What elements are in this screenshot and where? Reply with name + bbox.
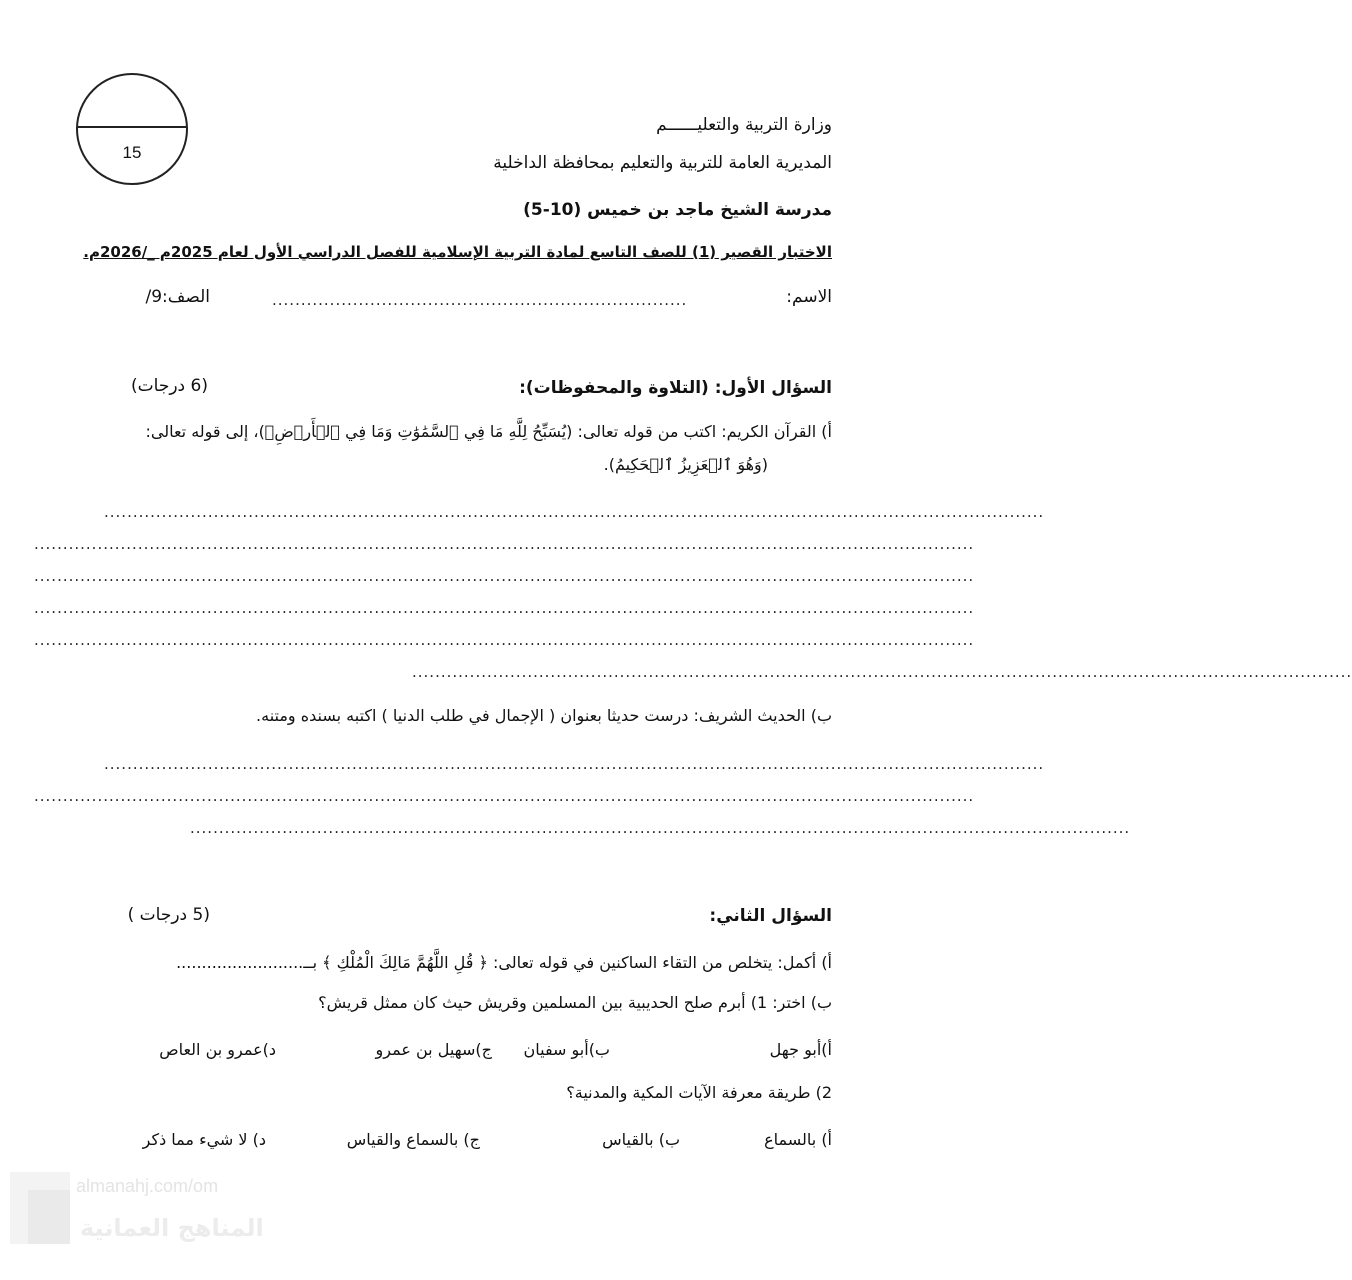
q1-part-a-line1: أ) القرآن الكريم: اكتب من قوله تعالى: (يُسَبِّحُ لِلَّهِ مَا فِي ٱلسَّمَٰوَٰتِ وَمَا فِي ٱلۡأَرۡضِۖ)، إلى قوله تعالى: [145,422,832,441]
grade-score: 15 [122,143,142,162]
q2-q2-option-c[interactable]: ج) بالسماع والقياس [346,1130,480,1149]
exam-title: الاختبار القصير (1) للصف التاسع لمادة التربية الإسلامية للفصل الدراسي الأول لعام 2025م _/2026م. [83,243,832,261]
answer-line[interactable]: ................................................................................................................................................................... [34,631,975,649]
q2-part-a: أ) أكمل: يتخلص من التقاء الساكنين في قوله تعالى: ﴿ قُلِ اللَّهُمَّ مَالِكَ الْمُلْكِ ﴾ بــ......................... [176,953,832,972]
q2-part-b-q1: ب) اختر: 1) أبرم صلح الحديبية بين المسلمين وقريش حيث كان ممثل قريش؟ [318,993,832,1012]
q1-marks: (6 درجات) [131,376,208,396]
directorate-name: المديرية العامة للتربية والتعليم بمحافظة الداخلية [493,153,832,173]
q2-q2-option-a[interactable]: أ) بالسماع [764,1130,832,1149]
name-label: الاسم: [786,287,832,307]
q2-q1-option-c[interactable]: ج)سهيل بن عمرو [375,1040,492,1059]
answer-line[interactable]: ................................................................................................................................................................... [34,567,975,585]
class-label: الصف:9/ [145,287,210,307]
answer-line[interactable]: ................................................................................................................................................................... [104,503,1045,521]
answer-line[interactable]: ................................................................................................................................................................... [190,819,1131,837]
answer-line[interactable]: ................................................................................................................................................................... [34,787,975,805]
q2-part-b-q2: 2) طريقة معرفة الآيات المكية والمدنية؟ [566,1083,832,1102]
q2-marks: (5 درجات ) [127,905,210,925]
watermark-brand: المناهج العمانية [80,1214,264,1242]
school-name: مدرسة الشيخ ماجد بن خميس (10-5) [523,200,832,220]
answer-line[interactable]: ................................................................................................................................................................... [34,535,975,553]
name-field[interactable]: ........................................................................ [272,291,688,309]
ministry-name: وزارة التربية والتعليــــــم [656,115,832,135]
q2-q2-option-b[interactable]: ب) بالقياس [602,1130,680,1149]
q2-q1-option-d[interactable]: د)عمرو بن العاص [159,1040,276,1059]
watermark-logo-inner [28,1190,70,1244]
grade-circle [76,73,188,185]
answer-line[interactable]: ................................................................................................................................................................... [104,755,1045,773]
q1-part-a-line2: (وَهُوَ ٱلۡعَزِيزُ ٱلۡحَكِيمُ). [603,455,768,474]
watermark-site: almanahj.com/om [76,1176,219,1196]
q2-q1-option-a[interactable]: أ)أبو جهل [769,1040,832,1059]
q1-part-b: ب) الحديث الشريف: درست حديثا بعنوان ( الإجمال في طلب الدنيا ) اكتبه بسنده ومتنه. [256,706,832,725]
q2-q1-option-b[interactable]: ب)أبو سفيان [523,1040,610,1059]
q2-q2-option-d[interactable]: د) لا شيء مما ذكر [142,1130,266,1149]
answer-line[interactable]: ................................................................................................................................................................... [412,663,1352,681]
q1-title: السؤال الأول: (التلاوة والمحفوظات): [519,378,832,398]
grade-divider [78,126,186,128]
q2-title: السؤال الثاني: [709,906,832,926]
answer-line[interactable]: ................................................................................................................................................................... [34,599,975,617]
